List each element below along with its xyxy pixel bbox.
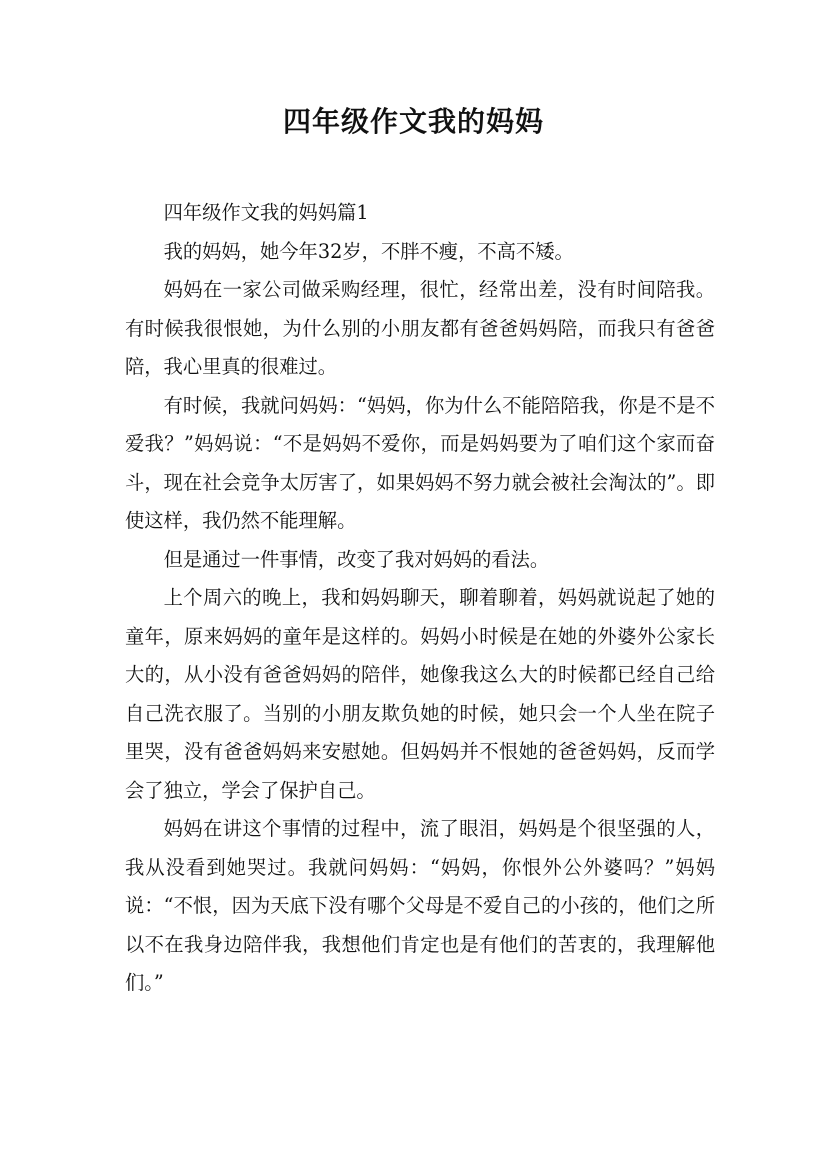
paragraph: 妈妈在讲这个事情的过程中，流了眼泪，妈妈是个很坚强的人，我从没看到她哭过。我就问妈妈：“妈妈，你恨外公外婆吗？”妈妈说：“不恨，因为天底下没有哪个父母是不爱自己的小孩的，他们之所以不在我身边陪伴我，我想他们肯定也是有他们的苦衷的，我理解他们。” xyxy=(125,817,715,994)
paragraph: 有时候，我就问妈妈：“妈妈，你为什么不能陪陪我，你是不是不爱我？”妈妈说：“不是妈妈不爱你，而是妈妈要为了咱们这个家而奋斗，现在社会竞争太厉害了，如果妈妈不努力就会被社会淘汰的”。即使这样，我仍然不能理解。 xyxy=(125,393,715,532)
paragraph: 我的妈妈，她今年32岁，不胖不瘦，不高不矮。 xyxy=(163,239,574,263)
paragraph: 妈妈在一家公司做采购经理，很忙，经常出差，没有时间陪我。有时候我很恨她，为什么别的小朋友都有爸爸妈妈陪，而我只有爸爸陪，我心里真的很难过。 xyxy=(125,278,715,378)
section-heading: 四年级作文我的妈妈篇1 xyxy=(163,201,369,224)
document-body xyxy=(125,194,715,1003)
document-title: 四年级作文我的妈妈 xyxy=(282,105,544,138)
paragraph: 上个周六的晚上，我和妈妈聊天，聊着聊着，妈妈就说起了她的童年，原来妈妈的童年是这样的。妈妈小时候是在她的外婆外公家长大的，从小没有爸爸妈妈的陪伴，她像我这么大的时候都已经自己给自己洗衣服了。当别的小朋友欺负她的时候，她只会一个人坐在院子里哭，没有爸爸妈妈来安慰她。但妈妈并不恨她的爸爸妈妈，反而学会了独立，学会了保护自己。 xyxy=(125,586,715,802)
paragraph: 但是通过一件事情，改变了我对妈妈的看法。 xyxy=(163,547,550,571)
